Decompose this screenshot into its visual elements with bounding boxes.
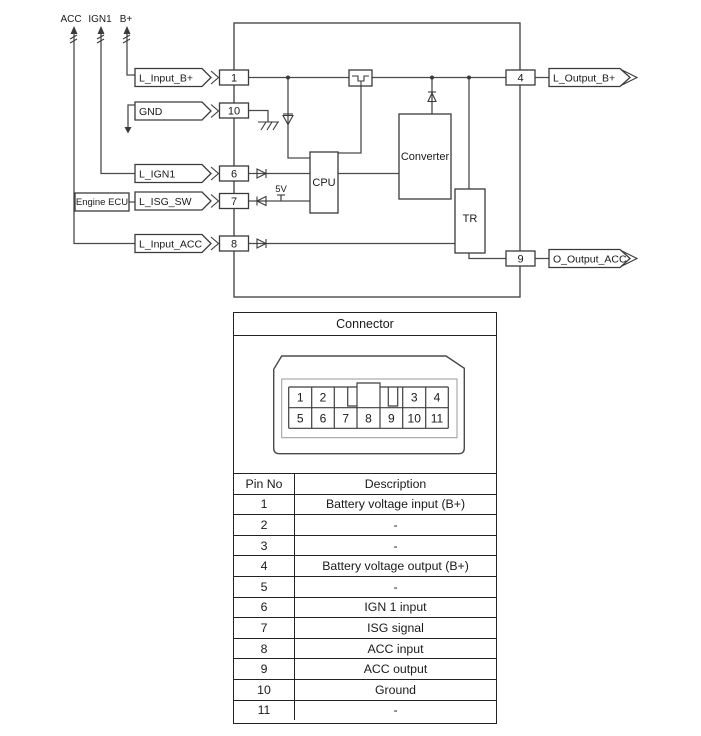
pin-no-header: Pin No [234,474,295,494]
table-row [234,597,496,618]
pin-no-cell: 6 [234,597,295,618]
pin-no-cell: 11 [234,700,295,720]
description-cell: - [295,515,497,536]
converter-block [399,114,451,199]
pin-box-7 [220,194,249,209]
tag-l-isg-sw [135,192,219,210]
ign1-label: IGN1 [88,14,112,25]
pin-no-cell: 5 [234,576,295,597]
pin-no-cell: 9 [234,659,295,680]
table-row [234,638,496,659]
description-cell: ACC output [295,659,497,680]
connector-drawing [234,336,496,474]
tag-l-ign1 [135,165,219,183]
cavity-number: 9 [387,411,395,426]
cavity-number: 2 [319,390,327,405]
tag-l-input-acc [135,235,219,253]
pin-box-4 [506,70,535,85]
svg-text:CPU: CPU [312,177,336,189]
pin-box-1 [220,70,249,85]
connector-face [234,336,498,473]
table-row [234,556,496,577]
pin-description-table [234,474,496,720]
circuit-diagram [0,0,701,310]
svg-text:L_ISG_SW: L_ISG_SW [139,196,192,208]
pin-no-cell: 10 [234,679,295,700]
junction-dot [286,76,290,80]
svg-text:10: 10 [227,105,241,118]
table-row [234,515,496,536]
tag-gnd [135,102,219,120]
pin-box-9 [506,251,535,266]
table-row [234,700,496,720]
svg-text:L_Input_B+: L_Input_B+ [139,72,194,85]
connector-shell [274,356,465,454]
description-cell: ACC input [295,638,497,659]
svg-text:Converter: Converter [400,151,450,163]
connector-title: Connector [234,313,496,336]
connector-table [233,312,497,724]
engine-ecu-box [75,193,129,211]
svg-text:Engine ECU: Engine ECU [75,197,129,208]
cavity-number: 4 [433,390,441,405]
svg-text:4: 4 [517,72,524,85]
table-row [234,576,496,597]
description-cell: - [295,700,497,720]
table-row [234,659,496,680]
cavity-number: 8 [365,411,372,426]
junction-dot [430,76,434,80]
svg-text:L_IGN1: L_IGN1 [139,168,176,181]
cavity-number: 7 [342,411,350,426]
svg-text:L_Output_B+: L_Output_B+ [553,72,616,85]
bplus-label: B+ [119,14,133,25]
svg-text:O_Output_ACC: O_Output_ACC [553,253,627,266]
description-cell: ISG signal [295,618,497,639]
gnd-arrow-icon [125,127,132,134]
svg-text:8: 8 [230,238,238,251]
cavity-number: 5 [296,411,304,426]
chassis-ground-icon [258,122,279,130]
cavity-number: 10 [407,411,421,426]
pin-no-cell: 1 [234,494,295,515]
cavity-number: 6 [319,411,327,426]
supply-arrows [70,26,131,43]
pin-box-6 [220,166,249,181]
pin-box-10 [220,103,249,118]
acc-label: ACC [60,14,82,25]
cavity-number: 11 [430,411,444,426]
table-row [234,535,496,556]
description-cell: Battery voltage output (B+) [295,556,497,577]
svg-text:GND: GND [139,106,163,118]
svg-text:TR: TR [462,213,478,225]
five-volt-label: 5V [275,184,287,195]
pin-no-cell: 8 [234,638,295,659]
mosfet-switch-icon [349,70,372,86]
svg-text:6: 6 [230,168,238,181]
cpu-block [310,152,338,213]
pin-no-cell: 7 [234,618,295,639]
description-cell: Ground [295,679,497,700]
table-row [234,618,496,639]
svg-text:9: 9 [517,253,524,266]
svg-text:L_Input_ACC: L_Input_ACC [139,238,203,251]
table-row [234,679,496,700]
pin-no-cell: 4 [234,556,295,577]
svg-text:1: 1 [230,72,238,85]
svg-text:7: 7 [230,196,238,208]
pin-table-header-row [234,474,496,494]
description-header: Description [295,474,497,494]
pin-box-8 [220,236,249,251]
description-cell: IGN 1 input [295,597,497,618]
cavity-number: 1 [296,390,304,405]
description-cell: - [295,535,497,556]
tag-l-output-bplus [549,69,637,87]
main-unit-box [234,23,520,297]
tag-o-output-acc [549,250,637,268]
tag-l-input-bplus [135,69,219,87]
junction-dot [467,76,471,80]
table-row [234,494,496,515]
pin-no-cell: 2 [234,515,295,536]
tr-block [455,189,485,253]
description-cell: Battery voltage input (B+) [295,494,497,515]
description-cell: - [295,576,497,597]
pin-no-cell: 3 [234,535,295,556]
cavity-number: 3 [410,390,418,405]
